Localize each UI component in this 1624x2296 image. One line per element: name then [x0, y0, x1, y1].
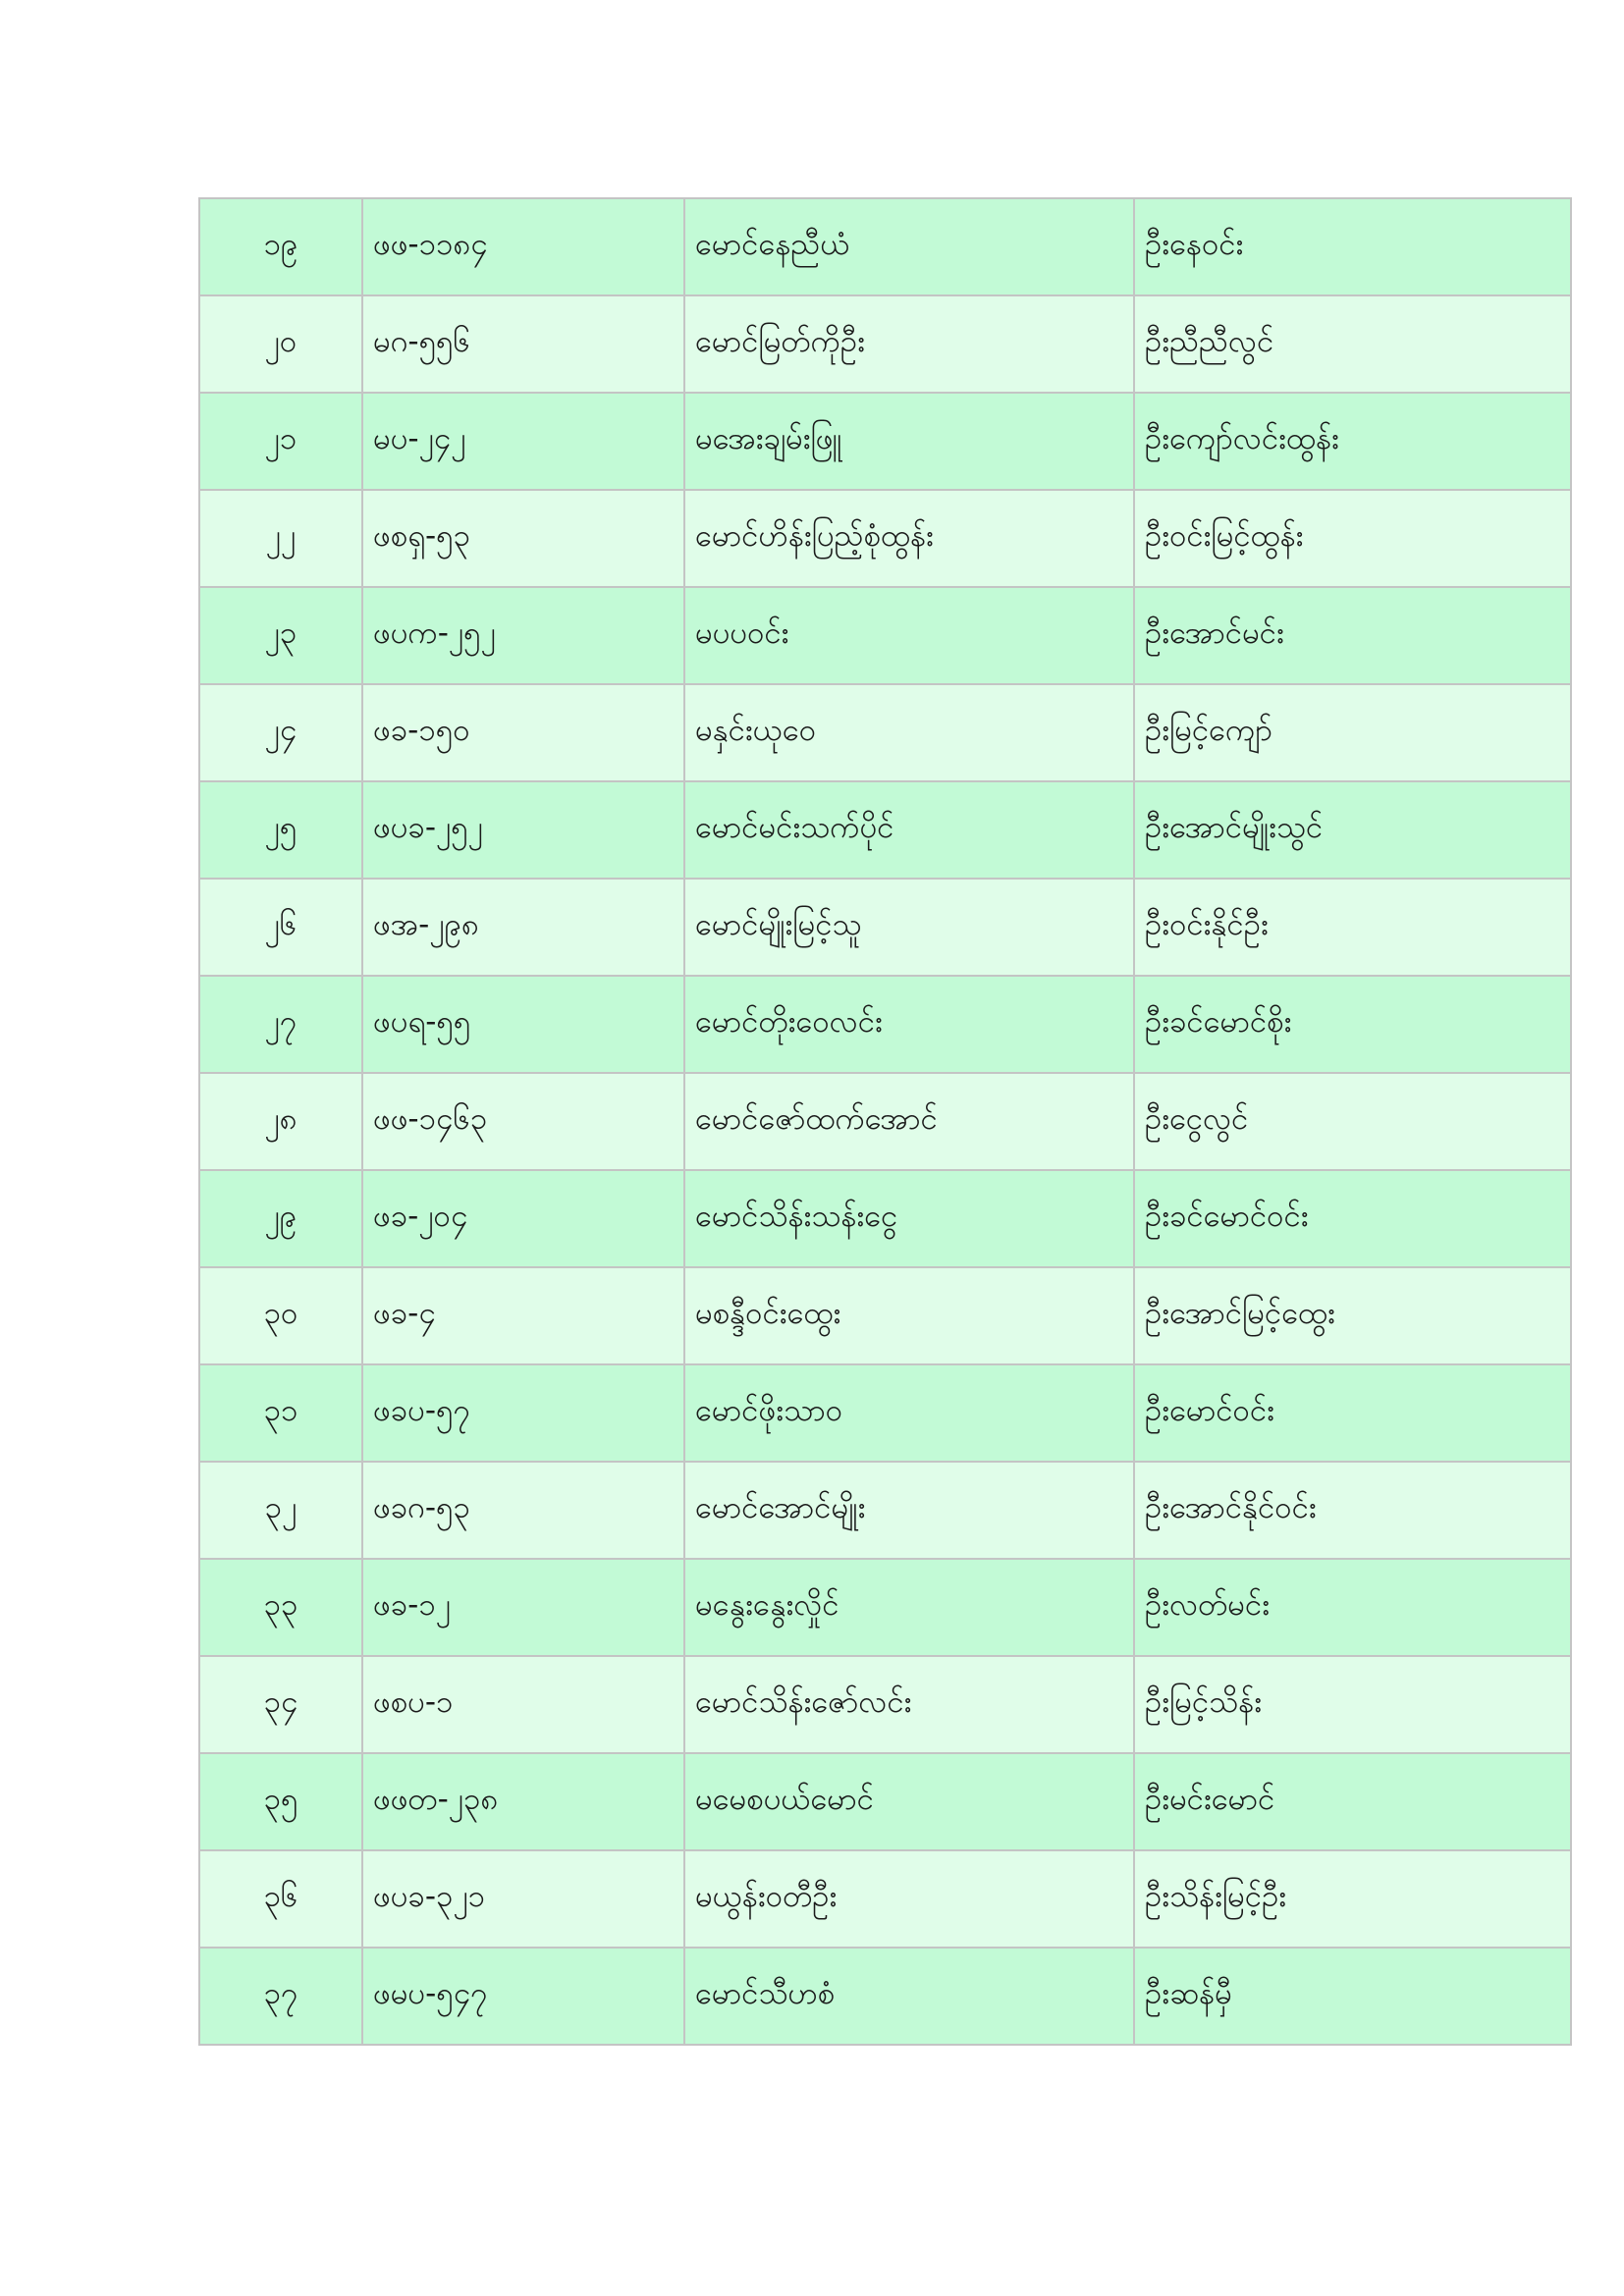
row-number: ၃၁: [199, 1364, 362, 1462]
id-cell: မပ-၂၄၂: [362, 393, 684, 490]
id-cell: ဖအ-၂၉၈: [362, 879, 684, 976]
table-row: [199, 1073, 1571, 1170]
id-cell: ဖမပ-၅၄၇: [362, 1948, 684, 2045]
father-name-cell: ဦးမင်းမောင်: [1134, 1753, 1571, 1850]
father-name-cell: ဦးမြင့်သိန်း: [1134, 1656, 1571, 1753]
father-name-cell: ဦးအောင်နိုင်ဝင်း: [1134, 1462, 1571, 1559]
row-number: ၂၂: [199, 490, 362, 587]
father-name-cell: ဦးဝင်းနိုင်ဦး: [1134, 879, 1571, 976]
name-cell: မောင်ဇော်ထက်အောင်: [684, 1073, 1134, 1170]
father-name-cell: ဦးဆန်မှီ: [1134, 1948, 1571, 2045]
father-name-cell: ဦးအောင်မင်း: [1134, 587, 1571, 684]
father-name-cell: ဦးအောင်မျိုးသွင်: [1134, 781, 1571, 879]
row-number: ၁၉: [199, 198, 362, 295]
id-cell: ဖခ-၂၀၄: [362, 1170, 684, 1267]
name-cell: မောင်မျိုးမြင့်သူ: [684, 879, 1134, 976]
table-row: [199, 879, 1571, 976]
id-cell: ဖစရှ-၅၃: [362, 490, 684, 587]
roster-table: [198, 197, 1572, 2046]
father-name-cell: ဦးလတ်မင်း: [1134, 1559, 1571, 1656]
father-name-cell: ဦးခင်မောင်ဝင်း: [1134, 1170, 1571, 1267]
father-name-cell: ဦးနေဝင်း: [1134, 198, 1571, 295]
id-cell: ဖဖ-၁၁၈၄: [362, 198, 684, 295]
id-cell: ဖစပ-၁: [362, 1656, 684, 1753]
row-number: ၃၀: [199, 1267, 362, 1364]
id-cell: ဖပရ-၅၅: [362, 976, 684, 1073]
id-cell: ဖခ-၁၅၀: [362, 684, 684, 781]
row-number: ၃၂: [199, 1462, 362, 1559]
table-row: [199, 1948, 1571, 2045]
row-number: ၂၄: [199, 684, 362, 781]
father-name-cell: ဦးမောင်ဝင်း: [1134, 1364, 1571, 1462]
table-row: [199, 393, 1571, 490]
table-row: [199, 295, 1571, 393]
row-number: ၃၆: [199, 1850, 362, 1948]
name-cell: မောင်တိုးဝေလင်း: [684, 976, 1134, 1073]
table-row: [199, 1267, 1571, 1364]
name-cell: မနှင်းယုဝေ: [684, 684, 1134, 781]
table-row: [199, 198, 1571, 295]
name-cell: မောင်သိန်းသန်းငွေ: [684, 1170, 1134, 1267]
father-name-cell: ဦးအောင်မြင့်ထွေး: [1134, 1267, 1571, 1364]
father-name-cell: ဦးငွေလွင်: [1134, 1073, 1571, 1170]
id-cell: ဖပက-၂၅၂: [362, 587, 684, 684]
row-number: ၃၇: [199, 1948, 362, 2045]
row-number: ၂၇: [199, 976, 362, 1073]
row-number: ၂၁: [199, 393, 362, 490]
row-number: ၂၅: [199, 781, 362, 879]
row-number: ၃၄: [199, 1656, 362, 1753]
table-row: [199, 1170, 1571, 1267]
name-cell: မောင်သိန်းဇော်လင်း: [684, 1656, 1134, 1753]
father-name-cell: ဦးကျော်လင်းထွန်း: [1134, 393, 1571, 490]
row-number: ၃၅: [199, 1753, 362, 1850]
name-cell: မမေစပယ်မောင်: [684, 1753, 1134, 1850]
name-cell: မောင်သီဟစံ: [684, 1948, 1134, 2045]
name-cell: မနွေးနွေးလှိုင်: [684, 1559, 1134, 1656]
name-cell: မောင်မြတ်ကိုဦး: [684, 295, 1134, 393]
table-row: [199, 490, 1571, 587]
name-cell: မအေးချမ်းဖြူ: [684, 393, 1134, 490]
row-number: ၂၈: [199, 1073, 362, 1170]
id-cell: ဖခဂ-၅၃: [362, 1462, 684, 1559]
father-name-cell: ဦးညီညီလွင်: [1134, 295, 1571, 393]
name-cell: မပပဝင်း: [684, 587, 1134, 684]
name-cell: မောင်ဖိုးသာဝ: [684, 1364, 1134, 1462]
row-number: ၂၆: [199, 879, 362, 976]
id-cell: မဂ-၅၅၆: [362, 295, 684, 393]
name-cell: မစန္ဒီဝင်းထွေး: [684, 1267, 1134, 1364]
table-row: [199, 781, 1571, 879]
id-cell: ဖခ-၄: [362, 1267, 684, 1364]
father-name-cell: ဦးမြင့်ကျော်: [1134, 684, 1571, 781]
table-row: [199, 1656, 1571, 1753]
father-name-cell: ဦးဝင်းမြင့်ထွန်း: [1134, 490, 1571, 587]
id-cell: ဖဖ-၁၄၆၃: [362, 1073, 684, 1170]
id-cell: ဖပခ-၂၅၂: [362, 781, 684, 879]
name-cell: မောင်အောင်မျိုး: [684, 1462, 1134, 1559]
id-cell: ဖဖတ-၂၃၈: [362, 1753, 684, 1850]
table-row: [199, 1753, 1571, 1850]
row-number: ၂၉: [199, 1170, 362, 1267]
table-row: [199, 1364, 1571, 1462]
table-row: [199, 587, 1571, 684]
row-number: ၂၃: [199, 587, 362, 684]
table-row: [199, 1850, 1571, 1948]
row-number: ၂၀: [199, 295, 362, 393]
table-row: [199, 684, 1571, 781]
row-number: ၃၃: [199, 1559, 362, 1656]
name-cell: မောင်ဟိန်းပြည့်စုံထွန်း: [684, 490, 1134, 587]
id-cell: ဖခ-၁၂: [362, 1559, 684, 1656]
name-cell: မောင်မင်းသက်ပိုင်: [684, 781, 1134, 879]
name-cell: မောင်နေညီယံ: [684, 198, 1134, 295]
table-row: [199, 976, 1571, 1073]
table-row: [199, 1462, 1571, 1559]
father-name-cell: ဦးခင်မောင်စိုး: [1134, 976, 1571, 1073]
father-name-cell: ဦးသိန်းမြင့်ဦး: [1134, 1850, 1571, 1948]
id-cell: ဖခပ-၅၇: [362, 1364, 684, 1462]
id-cell: ဖပခ-၃၂၁: [362, 1850, 684, 1948]
name-cell: မယွန်းဝတီဦး: [684, 1850, 1134, 1948]
table-row: [199, 1559, 1571, 1656]
